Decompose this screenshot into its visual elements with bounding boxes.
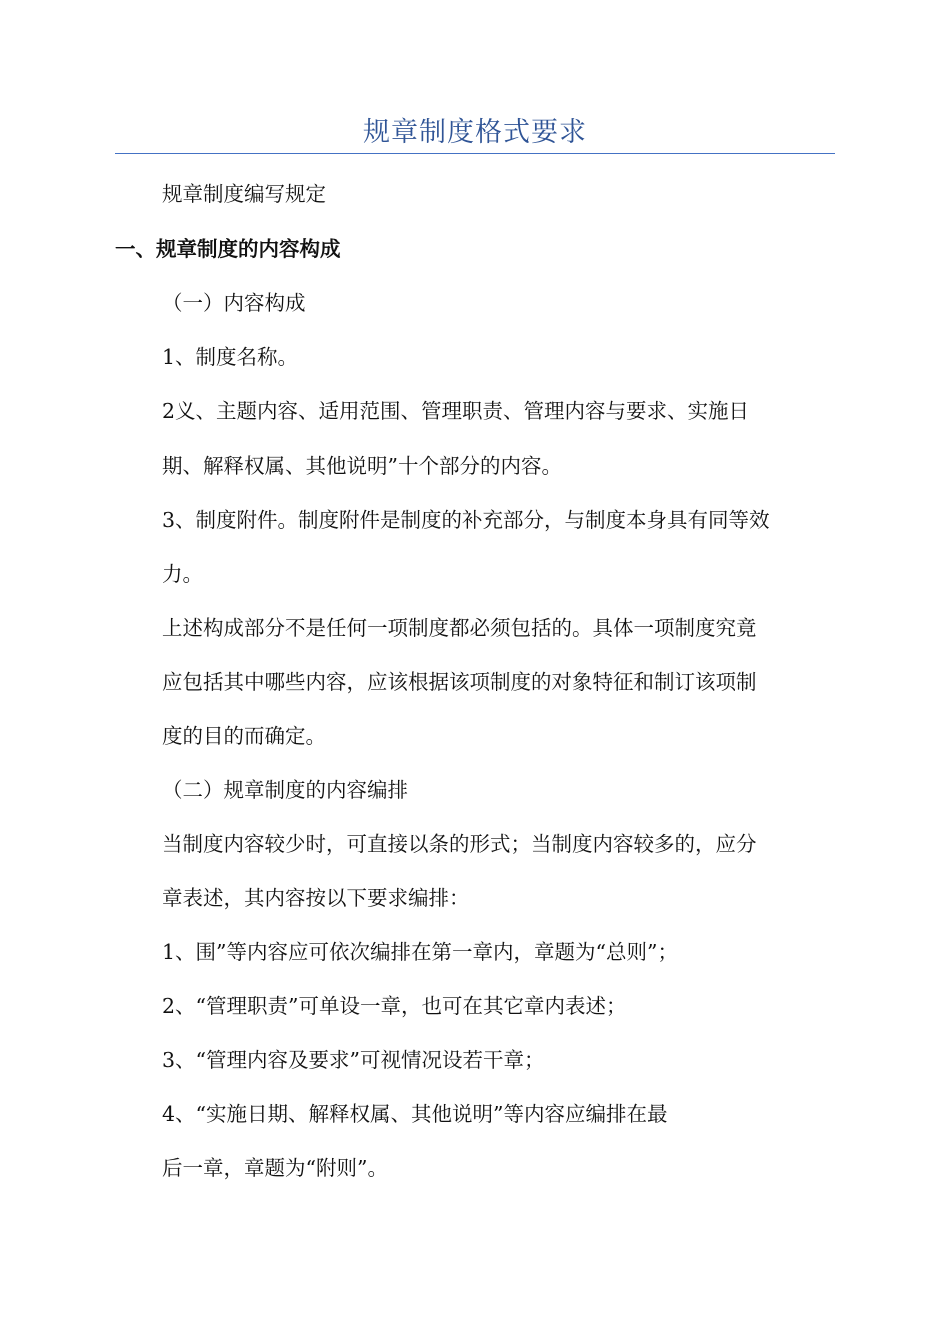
paragraph-line: 4、“实施日期、解释权属、其他说明”等内容应编排在最 — [162, 1102, 668, 1126]
section-heading: 一、规章制度的内容构成 — [115, 237, 341, 261]
document-title: 规章制度格式要求 — [363, 117, 587, 148]
paragraph-line: 1、围”等内容应可依次编排在第一章内，章题为“总则”； — [162, 940, 678, 964]
document-subtitle: 规章制度编写规定 — [162, 182, 326, 206]
subsection-heading: （二）规章制度的内容编排 — [162, 778, 408, 802]
paragraph-line: 3、“管理内容及要求”可视情况设若干章； — [162, 1048, 545, 1072]
title-underline — [115, 153, 835, 154]
paragraph-line: 当制度内容较少时，可直接以条的形式；当制度内容较多的，应分 — [162, 832, 757, 856]
paragraph-line: 1、制度名称。 — [162, 345, 299, 369]
paragraph-line: 力。 — [162, 562, 203, 586]
paragraph-line: 3、制度附件。制度附件是制度的补充部分，与制度本身具有同等效 — [162, 508, 770, 532]
subsection-heading: （一）内容构成 — [162, 291, 306, 315]
paragraph-line: 2、“管理职责”可单设一章，也可在其它章内表述； — [162, 994, 627, 1018]
paragraph-line: 期、解释权属、其他说明”十个部分的内容。 — [162, 454, 562, 478]
paragraph-line: 度的目的而确定。 — [162, 724, 326, 748]
paragraph-line: 2义、主题内容、适用范围、管理职责、管理内容与要求、实施日 — [162, 399, 750, 423]
paragraph-line: 应包括其中哪些内容，应该根据该项制度的对象特征和制订该项制 — [162, 670, 757, 694]
paragraph-line: 章表述，其内容按以下要求编排： — [162, 886, 470, 910]
paragraph-line: 上述构成部分不是任何一项制度都必须包括的。具体一项制度究竟 — [162, 616, 757, 640]
paragraph-line: 后一章，章题为“附则”。 — [162, 1156, 388, 1180]
